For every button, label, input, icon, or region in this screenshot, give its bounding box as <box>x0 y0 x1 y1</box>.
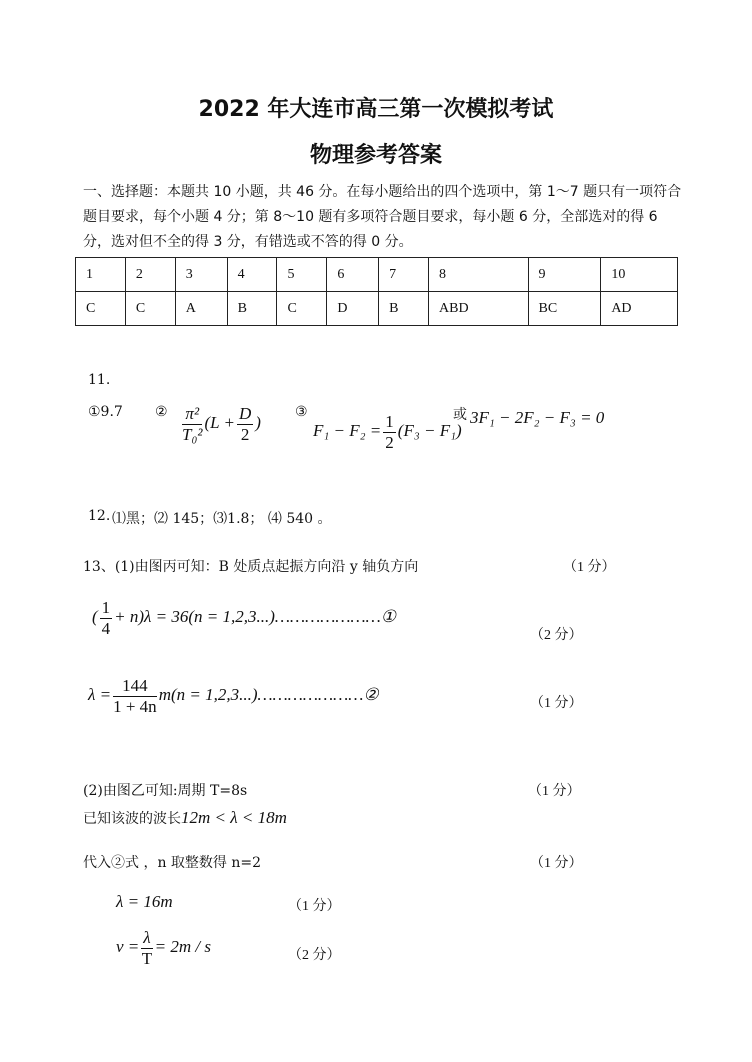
q11-part3-mark: ③ <box>295 404 308 420</box>
q11-part2-two: 2 <box>240 424 250 444</box>
q13-line4: (2)由图乙可知:周期 T=8s <box>83 783 248 799</box>
question-number-cell: 2 <box>125 258 175 292</box>
answer-cell: B <box>227 292 277 326</box>
q11-part3-denominator: 2 <box>385 432 394 452</box>
question-number-cell: 9 <box>528 258 601 292</box>
q11-part2-formula <box>180 404 261 444</box>
q13-eq2-rest: m(n = 1,2,3...)…………………② <box>158 684 379 704</box>
answer-cell: C <box>277 292 327 326</box>
q13-equation-2 <box>88 676 379 716</box>
question-number-cell: 4 <box>227 258 277 292</box>
q13-line6: 代入②式 ，n 取整数得 n=2 <box>83 855 262 871</box>
q12-answers: ⑴黑；⑵ 145；⑶1.8； ⑷ 540 。 <box>112 511 332 527</box>
q11-part3-rhs: (F₃ − F₁) <box>397 420 462 440</box>
q11-part2-denominator: T₀² <box>182 424 203 444</box>
q13-eq2-lhs: λ = <box>88 684 112 704</box>
q13-equation-3: λ = 16m <box>116 892 173 911</box>
question-number-cell: 10 <box>601 258 678 292</box>
q13-eq1-open: ( <box>92 606 98 626</box>
q11-or: 或 <box>453 407 467 423</box>
q11-part2-mark: ② <box>155 404 168 420</box>
q11-part3-numerator: 1 <box>385 412 394 431</box>
answer-table-number-row <box>76 258 678 292</box>
q13-eq1-denominator: 4 <box>101 618 111 638</box>
answer-table <box>75 257 678 326</box>
q11-part1: ①9.7 <box>88 404 123 420</box>
answer-cell: BC <box>528 292 601 326</box>
question-number-cell: 3 <box>175 258 227 292</box>
answer-cell: B <box>379 292 429 326</box>
q11-part2-paren-open: (L + <box>204 412 235 432</box>
q13-eq2-score: （1 分） <box>530 696 583 711</box>
answer-cell: ABD <box>429 292 528 326</box>
q13-eq1-rest: + n)λ = 36(n = 1,2,3...)…………………① <box>114 606 396 626</box>
q13-eq4-rest: = 2m / s <box>154 936 211 956</box>
q13-equation-4 <box>116 928 211 968</box>
question-number-cell: 1 <box>76 258 126 292</box>
q13-eq4-score: （2 分） <box>288 948 341 963</box>
answer-cell: AD <box>601 292 678 326</box>
q13-line5 <box>83 808 287 828</box>
question-number-cell: 7 <box>379 258 429 292</box>
q11-part2-paren-close: ) <box>255 412 261 432</box>
answer-cell: C <box>125 292 175 326</box>
q11-part3-formula <box>313 412 462 452</box>
q11-part3-alt: 3F₁ − 2F₂ − F₃ = 0 <box>470 408 605 427</box>
q11-label: 11. <box>88 372 111 388</box>
document-subtitle: 物理参考答案 <box>309 143 442 168</box>
q11-part3-lhs: F₁ − F₂ = <box>313 420 382 440</box>
q13-line6-score: （1 分） <box>530 856 583 871</box>
q13-eq2-denominator: 1 + 4n <box>113 696 157 716</box>
question-number-cell: 6 <box>327 258 379 292</box>
document-title: 2022 年大连市高三第一次模拟考试 <box>198 97 554 122</box>
q13-line5-text: 已知该波的波长 <box>83 811 181 827</box>
q13-eq2-numerator: 144 <box>113 676 157 697</box>
q13-eq4-denominator: T <box>141 948 153 968</box>
q13-eq1-numerator: 1 <box>101 598 111 617</box>
q13-line4-score: （1 分） <box>528 784 581 799</box>
answer-table-answer-row <box>76 292 678 326</box>
q11-part2-D: D <box>239 404 252 423</box>
answer-cell: C <box>76 292 126 326</box>
q13-eq4-numerator: λ <box>143 928 151 947</box>
answer-cell: D <box>327 292 379 326</box>
q13-eq3-score: （1 分） <box>288 899 341 914</box>
q13-eq4-lhs: v = <box>116 936 140 956</box>
q12-label: 12. <box>88 508 111 524</box>
q13-line1-score: （1 分） <box>563 560 616 575</box>
q13-line5-formula: 12m < λ < 18m <box>181 808 287 827</box>
question-number-cell: 8 <box>429 258 528 292</box>
q13-line1: 13、(1)由图丙可知：B 处质点起振方向沿 y 轴负方向 <box>83 559 419 575</box>
section1-intro: 一、选择题：本题共 10 小题，共 46 分。在每小题给出的四个选项中，第 1～7 题只有一项符合题目要求，每个小题 4 分；第 8～10 题有多项符合题目要求，每小题 6 分，全部选对的得 6 分，选对但不全的得 3 分，有错选或不答的得 0 分。 <box>83 184 682 250</box>
q13-eq1-score: （2 分） <box>530 628 583 643</box>
q11-part2-numerator: π² <box>182 404 202 425</box>
question-number-cell: 5 <box>277 258 327 292</box>
q13-equation-1 <box>92 598 396 638</box>
answer-cell: A <box>175 292 227 326</box>
